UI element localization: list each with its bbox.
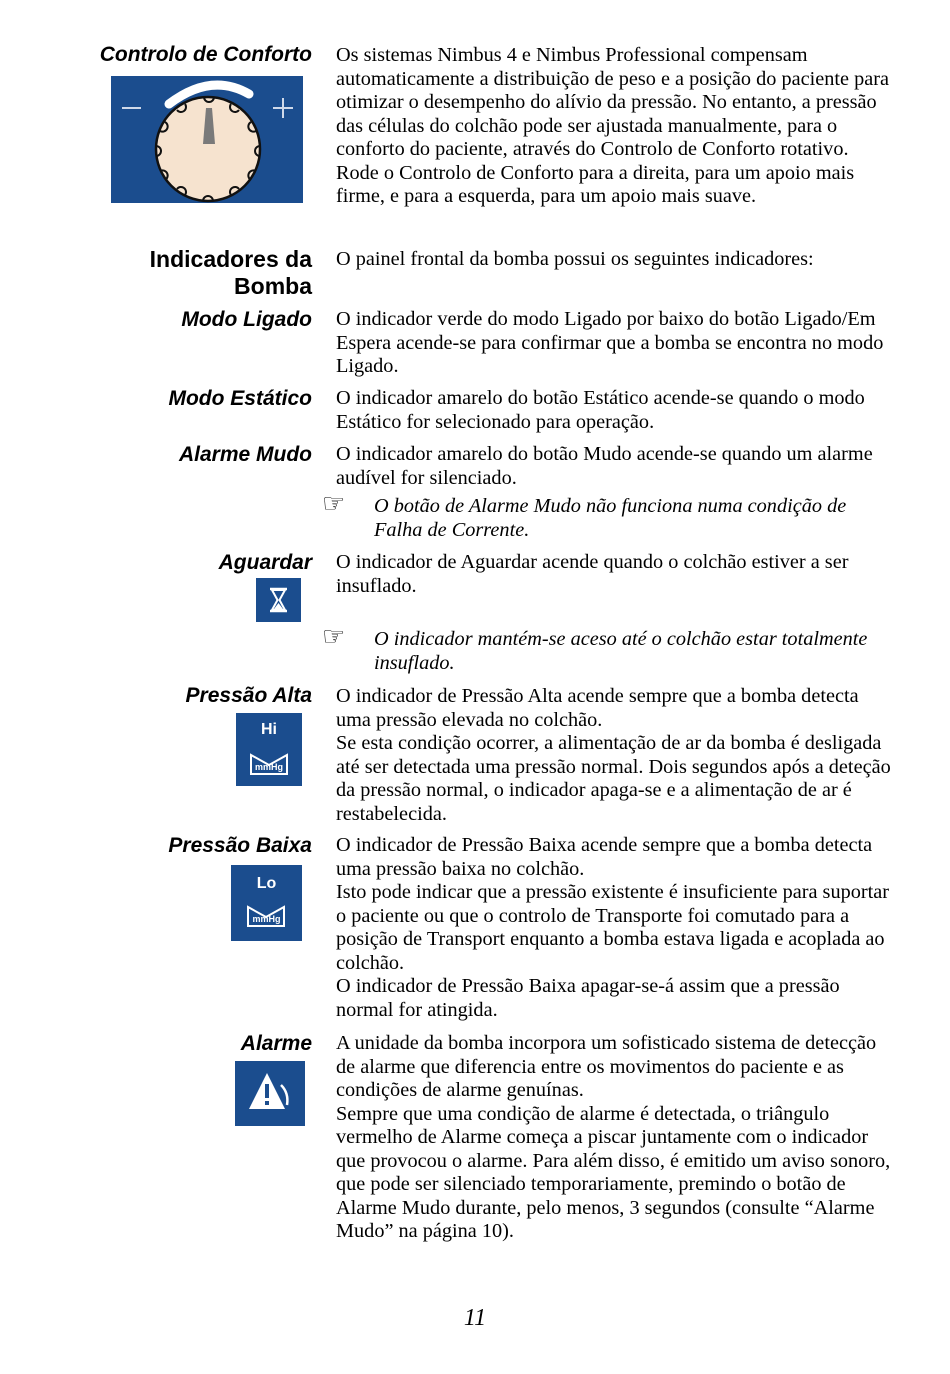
low-pressure-icon bbox=[231, 865, 302, 941]
static-mode-label: Modo Estático bbox=[168, 387, 312, 410]
low-pressure-paragraph-2: Isto pode indicar que a pressão existente é insuficiente para suportar o paciente ou que o controlo de Transporte foi comutado para a posição de Transport enquanto a bomba estava ligada e acoplada ao colchão. bbox=[336, 881, 890, 974]
wait-label: Aguardar bbox=[218, 551, 312, 574]
comfort-control-text bbox=[336, 44, 896, 209]
low-pressure-icon-text: Lo bbox=[256, 875, 277, 892]
alarm-paragraph-1: A unidade da bomba incorpora um sofisticado sistema de detecção de alarme que diferencia entre os movimentos do paciente e as condições de alarme genuínas. bbox=[336, 1032, 877, 1101]
pointing-hand-icon: ☞ bbox=[322, 489, 346, 518]
on-mode-label: Modo Ligado bbox=[181, 308, 312, 331]
wait-note bbox=[322, 622, 882, 675]
mute-alarm-note-text: O botão de Alarme Mudo não funciona numa condição de Falha de Corrente. bbox=[374, 495, 847, 541]
pointing-hand-icon: ☞ bbox=[322, 622, 346, 651]
comfort-control-label: Controlo de Conforto bbox=[99, 43, 312, 66]
pump-indicators-label-line2: Bomba bbox=[234, 273, 312, 299]
comfort-dial-icon bbox=[111, 76, 303, 203]
wait-text: O indicador de Aguardar acende quando o colchão estiver a ser insuflado. bbox=[336, 551, 849, 597]
alarm-triangle-icon bbox=[235, 1061, 305, 1126]
low-pressure-paragraph-1: O indicador de Pressão Baixa acende sempre que a bomba detecta uma pressão baixa no colchão. bbox=[336, 834, 873, 880]
high-pressure-label: Pressão Alta bbox=[185, 684, 312, 707]
alarm-label: Alarme bbox=[240, 1032, 312, 1055]
high-pressure-text bbox=[336, 685, 896, 826]
comfort-paragraph-2: Rode o Controlo de Conforto para a direita, para um apoio mais firme, e para a esquerda, para um apoio mais suave. bbox=[336, 161, 855, 207]
wait-note-text: O indicador mantém-se aceso até o colchão estar totalmente insuflado. bbox=[374, 628, 868, 674]
mute-alarm-label: Alarme Mudo bbox=[178, 443, 312, 466]
high-pressure-icon bbox=[236, 713, 302, 786]
high-pressure-unit: mmHg bbox=[254, 762, 283, 772]
low-pressure-label: Pressão Baixa bbox=[168, 834, 312, 857]
low-pressure-paragraph-3: O indicador de Pressão Baixa apagar-se-á assim que a pressão normal for atingida. bbox=[336, 975, 840, 1021]
comfort-paragraph-1: Os sistemas Nimbus 4 e Nimbus Professional compensam automaticamente a distribuição de peso e a posição do paciente para otimizar o desempenho do alívio da pressão. No entanto, a pressão das células do colchão pode ser ajustada manualmente, para o conforto do paciente, através do Controlo de Conforto rotativo. bbox=[336, 44, 889, 160]
pump-indicators-text: O painel frontal da bomba possui os seguintes indicadores: bbox=[336, 248, 814, 270]
static-mode-text: O indicador amarelo do botão Estático acende-se quando o modo Estático for selecionado para operação. bbox=[336, 387, 865, 433]
high-pressure-paragraph-1: O indicador de Pressão Alta acende sempre que a bomba detecta uma pressão elevada no colchão. bbox=[336, 685, 859, 731]
mute-alarm-text: O indicador amarelo do botão Mudo acende-se quando um alarme audível for silenciado. bbox=[336, 443, 873, 489]
page-number: 11 bbox=[463, 1305, 487, 1331]
pump-indicators-label bbox=[150, 246, 312, 300]
on-mode-text: O indicador verde do modo Ligado por baixo do botão Ligado/Em Espera acende-se para confirmar que a bomba se encontra no modo Ligado. bbox=[336, 308, 884, 377]
low-pressure-unit: mmHg bbox=[252, 914, 281, 924]
alarm-text bbox=[336, 1032, 896, 1244]
alarm-paragraph-2: Sempre que uma condição de alarme é detectada, o triângulo vermelho de Alarme começa a piscar juntamente com o indicador que provocou o alarme. Para além disso, é emitido um aviso sonoro, que pode ser silenciado temporariamente, premindo o botão de Alarme Mudo durante, pelo menos, 3 segundos (consulte “Alarme Mudo” na página 10). bbox=[336, 1102, 891, 1242]
high-pressure-icon-text: Hi bbox=[261, 721, 277, 738]
mute-alarm-note bbox=[322, 489, 882, 542]
low-pressure-text bbox=[336, 834, 896, 1022]
high-pressure-paragraph-2: Se esta condição ocorrer, a alimentação de ar da bomba é desligada até ser detectada uma pressão normal. Dois segundos após a deteção da pressão normal, o indicador apaga-se e a alimentação de ar é restabelecida. bbox=[336, 732, 891, 825]
hourglass-icon bbox=[256, 578, 301, 622]
pump-indicators-label-line1: Indicadores da bbox=[149, 246, 312, 272]
